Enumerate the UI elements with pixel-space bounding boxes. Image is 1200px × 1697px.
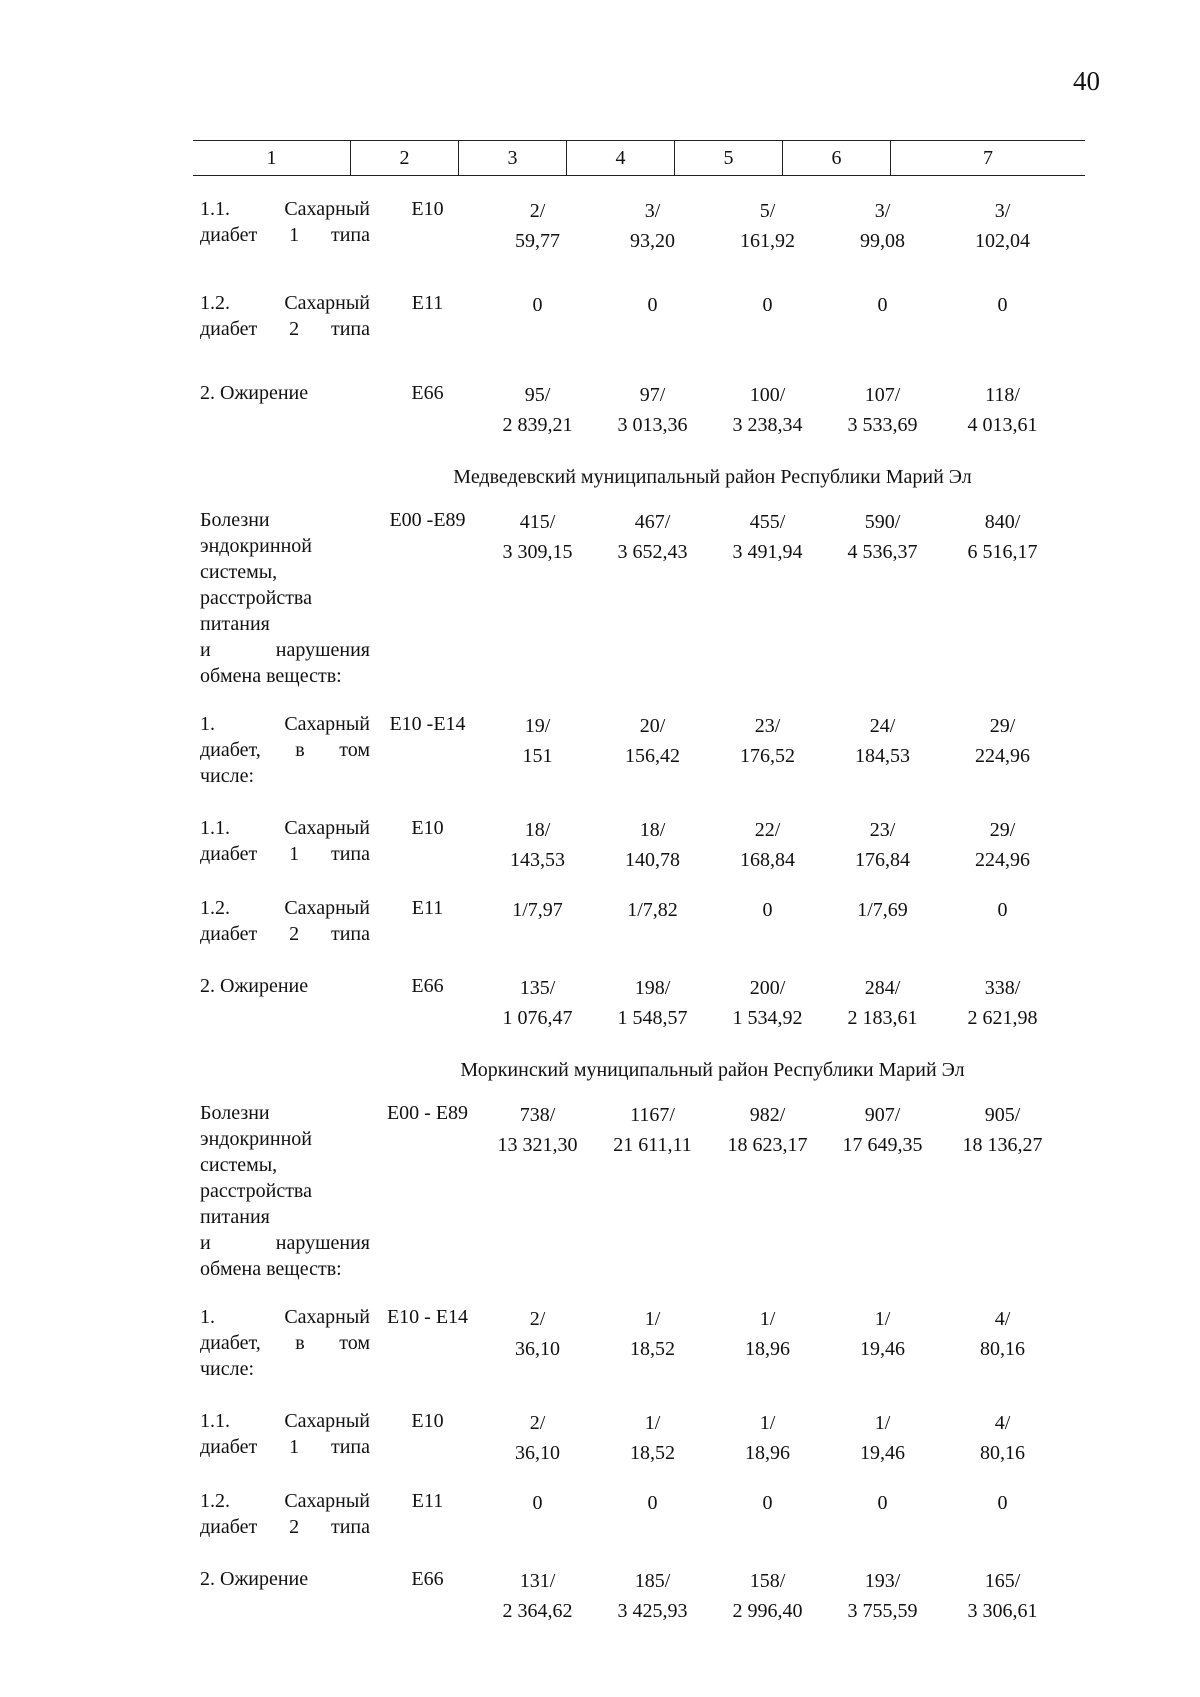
- row-label-line: 1.2. Сахарный: [200, 292, 370, 314]
- rate-value: 156,42: [625, 745, 680, 767]
- cases-count: 1/: [874, 1412, 891, 1434]
- row-label-line: системы,: [200, 561, 278, 583]
- cases-count: 107/: [864, 384, 901, 406]
- table-row: [200, 196, 1085, 256]
- value-cell-5: [710, 290, 825, 342]
- header-cell-1: 1: [266, 147, 277, 169]
- cases-count: 4/: [994, 1412, 1011, 1434]
- table-row: [200, 290, 1085, 342]
- cases-count: 1/: [759, 1412, 776, 1434]
- icd-code: E00 - E89: [386, 1102, 469, 1124]
- cases-count: 22/: [754, 819, 781, 841]
- value-cell-7: [940, 507, 1065, 689]
- cases-count: 738/: [519, 1104, 556, 1126]
- cases-count: 0: [997, 294, 1008, 316]
- value-cell-3: [480, 507, 595, 689]
- cases-count: 18/: [639, 819, 666, 841]
- cases-count: 20/: [639, 715, 666, 737]
- rate-value: 3 652,43: [617, 541, 688, 563]
- icd-code: E10 -E14: [389, 713, 466, 735]
- rate-value: 6 516,17: [967, 541, 1038, 563]
- value-cell-6: [825, 196, 940, 256]
- rate-value: 93,20: [630, 230, 675, 252]
- row-label-line: питания: [200, 1206, 270, 1228]
- row-label-line: расстройства: [200, 1180, 312, 1202]
- rate-value: 176,84: [855, 849, 910, 871]
- table-body: [200, 196, 1085, 1626]
- cases-count: 2/: [529, 1308, 546, 1330]
- row-label: [200, 711, 370, 789]
- rate-value: 3 238,34: [732, 414, 803, 436]
- row-label-line: 1.1. Сахарный: [200, 1410, 370, 1432]
- icd-code: E11: [411, 897, 444, 919]
- value-cell-5: [710, 507, 825, 689]
- rate-value: 224,96: [975, 849, 1030, 871]
- row-label-line: питания: [200, 613, 270, 635]
- rate-value: 168,84: [740, 849, 795, 871]
- rate-value: 224,96: [975, 745, 1030, 767]
- row-label-line: диабет 1 типа: [200, 1436, 370, 1458]
- cases-count: 982/: [749, 1104, 786, 1126]
- row-label-line: обмена веществ:: [200, 1258, 342, 1280]
- row-label-line: числе:: [200, 765, 255, 787]
- rate-value: 1 548,57: [617, 1007, 688, 1029]
- row-label-line: 2. Ожирение: [200, 382, 309, 404]
- row-label-line: диабет, в том: [200, 1332, 370, 1354]
- cases-count: 1/: [759, 1308, 776, 1330]
- row-label-line: Болезни: [200, 1102, 270, 1124]
- cases-count: 131/: [519, 1570, 556, 1592]
- row-label-line: 1.1. Сахарный: [200, 817, 370, 839]
- icd-code: E66: [411, 382, 444, 404]
- header-cell-5: 5: [674, 141, 782, 175]
- value-cell-3: [480, 1566, 595, 1626]
- row-label-line: диабет, в том: [200, 739, 370, 761]
- rate-value: 13 321,30: [497, 1134, 578, 1156]
- value-cell-4: [595, 1304, 710, 1382]
- cases-count: 118/: [985, 384, 1020, 406]
- cases-count: 200/: [749, 977, 786, 999]
- value-cell-3: [480, 711, 595, 789]
- row-label-line: диабет 2 типа: [200, 1516, 370, 1538]
- row-label-line: 1. Сахарный: [200, 713, 370, 735]
- rate-value: 18,52: [630, 1338, 675, 1360]
- cases-count: 1/7,97: [512, 899, 563, 921]
- rate-value: 80,16: [980, 1338, 1025, 1360]
- row-label-line: диабет 1 типа: [200, 224, 370, 246]
- value-cell-6: [825, 290, 940, 342]
- rate-value: 3 755,59: [847, 1600, 918, 1622]
- row-label: [200, 895, 370, 947]
- cases-count: 19/: [524, 715, 551, 737]
- rate-value: 2 364,62: [502, 1600, 573, 1622]
- cases-count: 0: [647, 294, 658, 316]
- value-cell-6: [825, 507, 940, 689]
- value-cell-7: [940, 1488, 1065, 1540]
- rate-value: 2 996,40: [732, 1600, 803, 1622]
- cases-count: 455/: [749, 511, 786, 533]
- rate-value: 19,46: [860, 1338, 905, 1360]
- cases-count: 0: [877, 294, 888, 316]
- rate-value: 18,96: [745, 1442, 790, 1464]
- row-label-line: 1.2. Сахарный: [200, 897, 370, 919]
- rate-value: 99,08: [860, 230, 905, 252]
- rate-value: 161,92: [740, 230, 795, 252]
- rate-value: 18,96: [745, 1338, 790, 1360]
- rate-value: 3 491,94: [732, 541, 803, 563]
- value-cell-4: [595, 380, 710, 440]
- cases-count: 1/7,69: [857, 899, 908, 921]
- rate-value: 19,46: [860, 1442, 905, 1464]
- icd-code: E10 - E14: [386, 1306, 469, 1328]
- cases-count: 23/: [754, 715, 781, 737]
- rate-value: 3 425,93: [617, 1600, 688, 1622]
- table-row: [200, 1408, 1085, 1468]
- icd-code: E10: [411, 198, 444, 220]
- rate-value: 140,78: [625, 849, 680, 871]
- cases-count: 165/: [984, 1570, 1021, 1592]
- value-cell-4: [595, 711, 710, 789]
- row-label-line: 1. Сахарный: [200, 1306, 370, 1328]
- row-label-line: системы,: [200, 1154, 278, 1176]
- row-label-line: и нарушения: [200, 1232, 370, 1254]
- table-header-row: [193, 140, 1085, 176]
- value-cell-4: [595, 1100, 710, 1282]
- row-label-line: Болезни: [200, 509, 270, 531]
- rate-value: 36,10: [515, 1338, 560, 1360]
- value-cell-5: [710, 1304, 825, 1382]
- value-cell-7: [940, 1566, 1065, 1626]
- table-row: [200, 380, 1085, 440]
- value-cell-4: [595, 895, 710, 947]
- cases-count: 185/: [634, 1570, 671, 1592]
- value-cell-7: [940, 973, 1065, 1033]
- value-cell-6: [825, 1304, 940, 1382]
- cases-count: 0: [532, 1492, 543, 1514]
- rate-value: 2 621,98: [967, 1007, 1038, 1029]
- value-cell-5: [710, 1488, 825, 1540]
- section-title: Медведевский муниципальный район Республики Марий Эл: [453, 466, 972, 488]
- value-cell-3: [480, 290, 595, 342]
- cases-count: 135/: [519, 977, 556, 999]
- row-label-line: 1.2. Сахарный: [200, 1490, 370, 1512]
- rate-value: 3 309,15: [502, 541, 573, 563]
- cases-count: 284/: [864, 977, 901, 999]
- icd-code: E10: [411, 1410, 444, 1432]
- header-cell-6: 6: [782, 141, 890, 175]
- value-cell-7: [940, 380, 1065, 440]
- table-row: [200, 507, 1085, 689]
- table-row: [200, 895, 1085, 947]
- icd-code: E10: [411, 817, 444, 839]
- cases-count: 840/: [984, 511, 1021, 533]
- icd-code: E11: [411, 292, 444, 314]
- header-cell-4: 4: [566, 141, 674, 175]
- value-cell-7: [940, 815, 1065, 875]
- value-cell-6: [825, 1566, 940, 1626]
- cases-count: 1/: [644, 1412, 661, 1434]
- header-cell-7: 7: [890, 141, 1085, 175]
- cases-count: 3/: [874, 200, 891, 222]
- value-cell-4: [595, 507, 710, 689]
- row-label-line: 1.1. Сахарный: [200, 198, 370, 220]
- row-label: [200, 380, 370, 440]
- cases-count: 97/: [639, 384, 666, 406]
- value-cell-5: [710, 815, 825, 875]
- value-cell-4: [595, 290, 710, 342]
- table-row: [200, 815, 1085, 875]
- rate-value: 18 623,17: [727, 1134, 808, 1156]
- cases-count: 18/: [524, 819, 551, 841]
- table-row: [200, 1566, 1085, 1626]
- rate-value: 3 306,61: [967, 1600, 1038, 1622]
- value-cell-7: [940, 1304, 1065, 1382]
- value-cell-7: [940, 196, 1065, 256]
- row-label-line: 2. Ожирение: [200, 975, 309, 997]
- cases-count: 0: [647, 1492, 658, 1514]
- cases-count: 415/: [519, 511, 556, 533]
- cases-count: 1/7,82: [627, 899, 678, 921]
- cases-count: 29/: [989, 819, 1016, 841]
- value-cell-5: [710, 1566, 825, 1626]
- row-label: [200, 507, 370, 689]
- value-cell-4: [595, 973, 710, 1033]
- value-cell-6: [825, 1408, 940, 1468]
- rate-value: 143,53: [510, 849, 565, 871]
- value-cell-3: [480, 1408, 595, 1468]
- rate-value: 18,52: [630, 1442, 675, 1464]
- cases-count: 467/: [634, 511, 671, 533]
- row-label-line: эндокринной: [200, 1128, 312, 1150]
- value-cell-5: [710, 711, 825, 789]
- value-cell-7: [940, 1100, 1065, 1282]
- value-cell-5: [710, 380, 825, 440]
- rate-value: 184,53: [855, 745, 910, 767]
- table-row: [200, 1304, 1085, 1382]
- row-label-line: и нарушения: [200, 639, 370, 661]
- cases-count: 100/: [749, 384, 786, 406]
- row-label-line: диабет 2 типа: [200, 923, 370, 945]
- rate-value: 176,52: [740, 745, 795, 767]
- cases-count: 23/: [869, 819, 896, 841]
- cases-count: 0: [762, 1492, 773, 1514]
- row-label: [200, 1408, 370, 1468]
- rate-value: 3 533,69: [847, 414, 918, 436]
- cases-count: 0: [997, 899, 1008, 921]
- cases-count: 338/: [984, 977, 1021, 999]
- value-cell-3: [480, 895, 595, 947]
- value-cell-7: [940, 711, 1065, 789]
- row-label: [200, 1566, 370, 1626]
- row-label-line: эндокринной: [200, 535, 312, 557]
- value-cell-3: [480, 1304, 595, 1382]
- row-label: [200, 973, 370, 1033]
- rate-value: 4 536,37: [847, 541, 918, 563]
- value-cell-4: [595, 1488, 710, 1540]
- row-label-line: 2. Ожирение: [200, 1568, 309, 1590]
- cases-count: 1/: [874, 1308, 891, 1330]
- cases-count: 29/: [989, 715, 1016, 737]
- value-cell-6: [825, 815, 940, 875]
- page-number: 40: [1073, 66, 1100, 96]
- value-cell-6: [825, 973, 940, 1033]
- rate-value: 3 013,36: [617, 414, 688, 436]
- cases-count: 3/: [644, 200, 661, 222]
- value-cell-4: [595, 815, 710, 875]
- header-cell-3: 3: [458, 141, 566, 175]
- value-cell-6: [825, 895, 940, 947]
- value-cell-5: [710, 973, 825, 1033]
- value-cell-3: [480, 973, 595, 1033]
- value-cell-6: [825, 1488, 940, 1540]
- rate-value: 4 013,61: [967, 414, 1038, 436]
- header-cell-2: 2: [350, 141, 458, 175]
- icd-code: E11: [411, 1490, 444, 1512]
- cases-count: 2/: [529, 200, 546, 222]
- cases-count: 0: [997, 1492, 1008, 1514]
- rate-value: 18 136,27: [962, 1134, 1043, 1156]
- value-cell-5: [710, 895, 825, 947]
- row-label: [200, 1304, 370, 1382]
- icd-code: E00 -E89: [389, 509, 466, 531]
- rate-value: 2 839,21: [502, 414, 573, 436]
- row-label-line: расстройства: [200, 587, 312, 609]
- value-cell-3: [480, 380, 595, 440]
- value-cell-3: [480, 196, 595, 256]
- cases-count: 193/: [864, 1570, 901, 1592]
- rate-value: 59,77: [515, 230, 560, 252]
- icd-code: E66: [411, 975, 444, 997]
- rate-value: 1 534,92: [732, 1007, 803, 1029]
- value-cell-5: [710, 196, 825, 256]
- rate-value: 2 183,61: [847, 1007, 918, 1029]
- rate-value: 80,16: [980, 1442, 1025, 1464]
- rate-value: 1 076,47: [502, 1007, 573, 1029]
- cases-count: 24/: [869, 715, 896, 737]
- cases-count: 198/: [634, 977, 671, 999]
- cases-count: 0: [877, 1492, 888, 1514]
- value-cell-4: [595, 196, 710, 256]
- cases-count: 3/: [994, 200, 1011, 222]
- table-row: [200, 1488, 1085, 1540]
- rate-value: 102,04: [975, 230, 1030, 252]
- row-label: [200, 196, 370, 256]
- row-label: [200, 1488, 370, 1540]
- value-cell-5: [710, 1408, 825, 1468]
- row-label-line: диабет 1 типа: [200, 843, 370, 865]
- table-row: [200, 973, 1085, 1033]
- value-cell-6: [825, 1100, 940, 1282]
- section-title: Моркинский муниципальный район Республики Марий Эл: [460, 1059, 965, 1081]
- value-cell-4: [595, 1566, 710, 1626]
- value-cell-3: [480, 1100, 595, 1282]
- cases-count: 4/: [994, 1308, 1011, 1330]
- cases-count: 5/: [759, 200, 776, 222]
- cases-count: 2/: [529, 1412, 546, 1434]
- cases-count: 0: [762, 294, 773, 316]
- cases-count: 590/: [864, 511, 901, 533]
- rate-value: 36,10: [515, 1442, 560, 1464]
- value-cell-7: [940, 895, 1065, 947]
- value-cell-7: [940, 1408, 1065, 1468]
- value-cell-3: [480, 815, 595, 875]
- value-cell-6: [825, 380, 940, 440]
- row-label-line: диабет 2 типа: [200, 318, 370, 340]
- cases-count: 0: [762, 899, 773, 921]
- cases-count: 158/: [749, 1570, 786, 1592]
- rate-value: 151: [522, 745, 553, 767]
- row-label-line: обмена веществ:: [200, 665, 342, 687]
- value-cell-4: [595, 1408, 710, 1468]
- rate-value: 17 649,35: [842, 1134, 923, 1156]
- row-label-line: числе:: [200, 1358, 255, 1380]
- value-cell-5: [710, 1100, 825, 1282]
- cases-count: 1167/: [630, 1104, 675, 1126]
- table-row: [200, 711, 1085, 789]
- cases-count: 95/: [524, 384, 551, 406]
- cases-count: 907/: [864, 1104, 901, 1126]
- table-row: [200, 1100, 1085, 1282]
- cases-count: 0: [532, 294, 543, 316]
- rate-value: 21 611,11: [613, 1134, 692, 1156]
- cases-count: 1/: [644, 1308, 661, 1330]
- cases-count: 905/: [984, 1104, 1021, 1126]
- value-cell-6: [825, 711, 940, 789]
- value-cell-3: [480, 1488, 595, 1540]
- value-cell-7: [940, 290, 1065, 342]
- row-label: [200, 290, 370, 342]
- row-label: [200, 815, 370, 875]
- row-label: [200, 1100, 370, 1282]
- icd-code: E66: [411, 1568, 444, 1590]
